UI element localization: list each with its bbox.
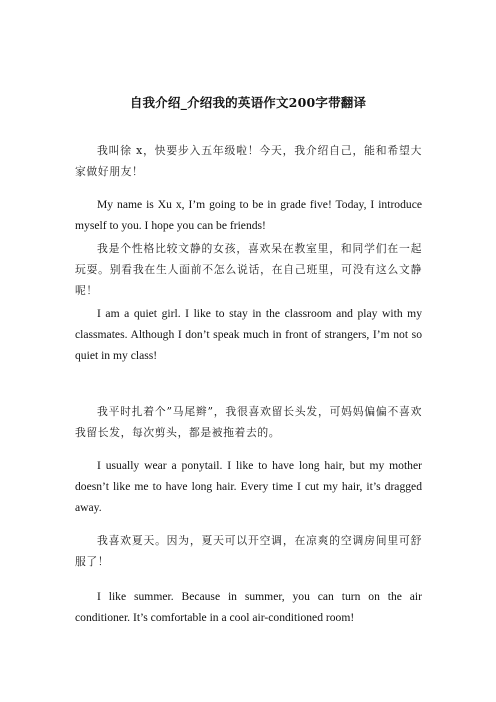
document-title: 自我介绍_介绍我的英语作文200字带翻译 xyxy=(129,95,367,110)
paragraph-zh-intro: 我叫徐 x，快要步入五年级啦！今天，我介绍自己，能和希望大家做好朋友！ xyxy=(75,144,422,179)
paragraph-en-personality: I am a quiet girl. I like to stay in the classroom and play with my classmates. Although I don’t speak much in front of strangers, I’m not so quiet in my class! xyxy=(75,307,422,363)
paragraph-zh-personality: 我是个性格比较文静的女孩，喜欢呆在教室里，和同学们在一起玩耍。别看我在生人面前不怎么说话，在自己班里，可没有这么文静呢！ xyxy=(75,242,422,298)
paragraph-en-intro: My name is Xu x, I’m going to be in grade five! Today, I introduce myself to you. I hope you can be friends! xyxy=(75,198,422,233)
paragraph-zh-summer: 我喜欢夏天。因为，夏天可以开空调，在凉爽的空调房间里可舒服了！ xyxy=(75,534,422,569)
paragraph-zh-hair: 我平时扎着个”马尾辫”，我很喜欢留长头发，可妈妈偏偏不喜欢我留长发，每次剪头，都是被拖着去的。 xyxy=(75,405,422,440)
paragraph-en-hair: I usually wear a ponytail. I like to have long hair, but my mother doesn’t like me to have long hair. Every time I cut my hair, it’s dragged away. xyxy=(75,459,422,515)
paragraph-en-summer: I like summer. Because in summer, you can turn on the air conditioner. It’s comfortable in a cool air-conditioned room! xyxy=(75,590,422,625)
